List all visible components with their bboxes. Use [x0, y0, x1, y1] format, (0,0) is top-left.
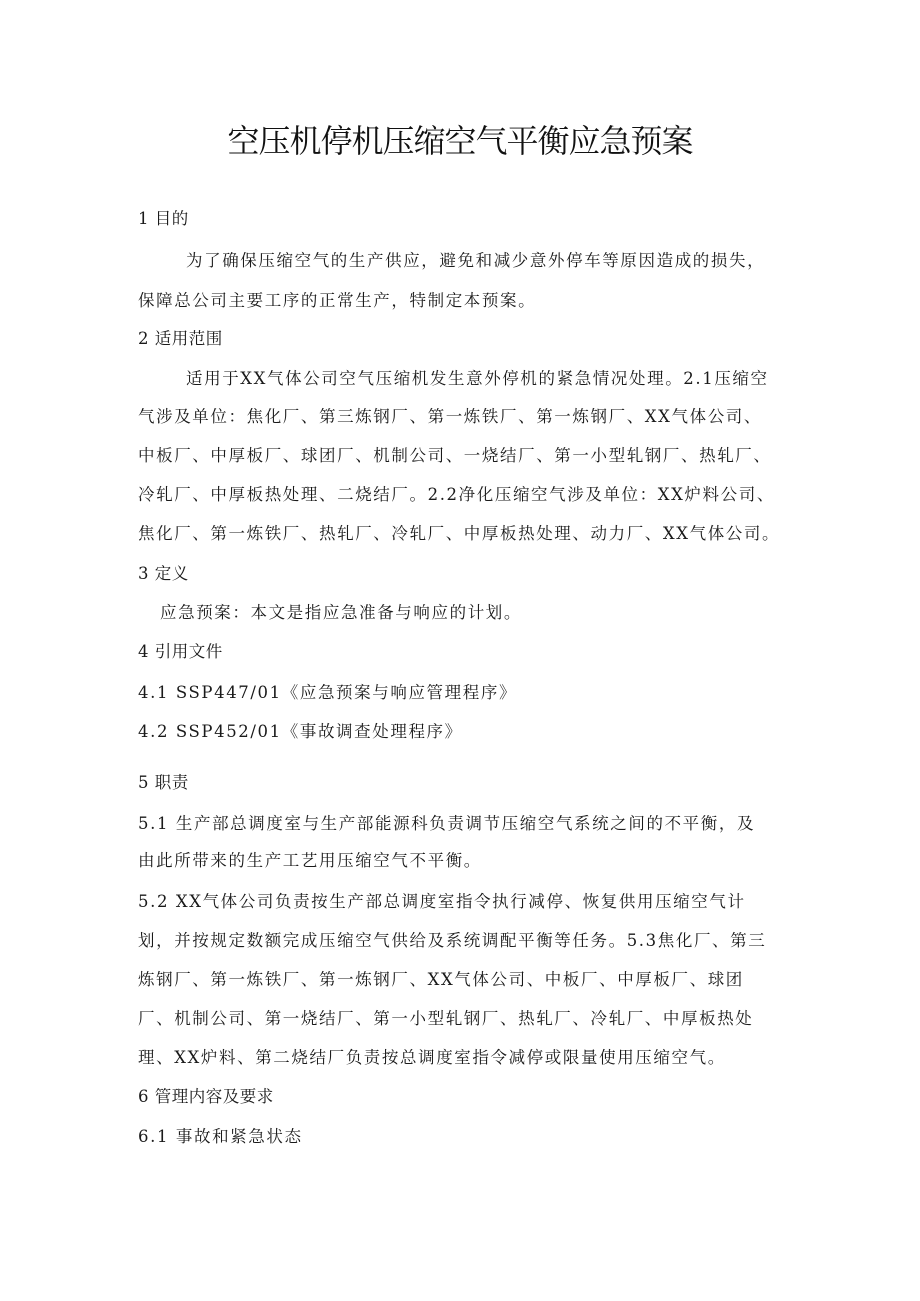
heading-responsibilities: 5 职责 — [138, 773, 189, 792]
paragraph-line: 为了确保压缩空气的生产供应，避免和减少意外停车等原因造成的损失， — [186, 251, 766, 270]
paragraph-line: 适用于XX气体公司空气压缩机发生意外停机的紧急情况处理。2.1压缩空 — [186, 369, 769, 388]
paragraph-line: 保障总公司主要工序的正常生产，特制定本预案。 — [138, 291, 537, 310]
paragraph-line: 由此所带来的生产工艺用压缩空气不平衡。 — [138, 851, 482, 870]
paragraph-line: 划，并按规定数额完成压缩空气供给及系统调配平衡等任务。5.3焦化厂、第三 — [138, 931, 767, 950]
paragraph-line: 厂、机制公司、第一烧结厂、第一小型轧钢厂、热轧厂、冷轧厂、中厚板热处 — [138, 1009, 754, 1028]
heading-definition: 3 定义 — [138, 564, 189, 583]
paragraph-line: 炼钢厂、第一炼铁厂、第一炼钢厂、XX气体公司、中板厂、中厚板厂、球团 — [138, 970, 744, 989]
paragraph-line: 5.2 XX气体公司负责按生产部总调度室指令执行减停、恢复供用压缩空气计 — [138, 892, 746, 911]
paragraph-line: 气涉及单位：焦化厂、第三炼钢厂、第一炼铁厂、第一炼钢厂、XX气体公司、 — [138, 407, 762, 426]
heading-references: 4 引用文件 — [138, 642, 223, 661]
document-title: 空压机停机压缩空气平衡应急预案 — [227, 122, 693, 160]
heading-management: 6 管理内容及要求 — [138, 1087, 274, 1106]
paragraph-line: 应急预案：本文是指应急准备与响应的计划。 — [160, 603, 522, 622]
reference-item: 4.2 SSP452/01《事故调查处理程序》 — [138, 722, 463, 741]
paragraph-line: 焦化厂、第一炼铁厂、热轧厂、冷轧厂、中厚板热处理、动力厂、XX气体公司。 — [138, 524, 781, 543]
subheading-emergency: 6.1 事故和紧急状态 — [138, 1127, 303, 1146]
paragraph-line: 冷轧厂、中厚板热处理、二烧结厂。2.2净化压缩空气涉及单位：XX炉料公司、 — [138, 485, 775, 504]
paragraph-line: 中板厂、中厚板厂、球团厂、机制公司、一烧结厂、第一小型轧钢厂、热轧厂、 — [138, 446, 772, 465]
heading-purpose: 1 目的 — [138, 209, 189, 228]
paragraph-line: 5.1 生产部总调度室与生产部能源科负责调节压缩空气系统之间的不平衡，及 — [138, 814, 756, 833]
reference-item: 4.1 SSP447/01《应急预案与响应管理程序》 — [138, 683, 518, 702]
heading-scope: 2 适用范围 — [138, 329, 223, 348]
paragraph-line: 理、XX炉料、第二烧结厂负责按总调度室指令减停或限量使用压缩空气。 — [138, 1048, 726, 1067]
